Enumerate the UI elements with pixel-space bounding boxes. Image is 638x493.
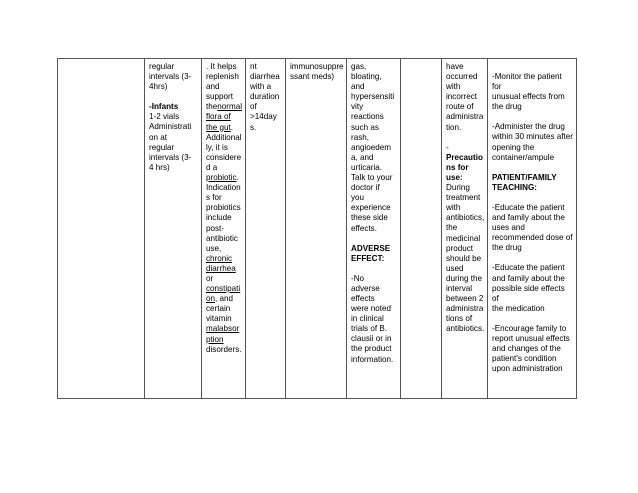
precautions-text-b: During treatment with antibiotics, the medicinal product should be used during the interval between 2 administra tions of antibiotics.: [446, 183, 485, 334]
precautions-dash: -: [446, 142, 449, 152]
mechanism-text-a: . It helps replenish and support the: [206, 62, 239, 112]
link-probiotic[interactable]: probiotic: [206, 173, 237, 183]
contraindication-text: immunosuppre ssant meds): [290, 62, 344, 82]
link-normal-flora[interactable]: normal flora of the gut: [206, 102, 243, 132]
cell-side-effects: [347, 59, 401, 399]
infants-label: -Infants: [149, 102, 179, 112]
cell-precautions: [442, 59, 488, 399]
patient-family-teaching-heading: PATIENT/FAMILY TEACHING:: [492, 172, 557, 192]
cell-nursing-responsibilities: [488, 59, 577, 399]
dosage-regular-text: regular intervals (3- 4hrs): [149, 62, 192, 92]
drug-study-table: [57, 58, 577, 399]
side-effects-text: gas, bloating, and hypersensiti vity reactions such as rash, angioedem a, and urticaria. Talk to your doctor if you experience these side effects.: [351, 62, 395, 233]
indication-text: nt diarrhea with a duration of >14day s.: [250, 62, 280, 132]
adverse-effect-heading: ADVERSE EFFECT:: [351, 243, 391, 263]
teaching-side-effects-text: -Educate the patient and family about the possible side effects of the medication: [492, 263, 565, 313]
mechanism-text-g: or: [206, 273, 214, 283]
mechanism-text-c: . Additional ly, it is considere d a: [206, 122, 242, 172]
cell-mechanism: [202, 59, 246, 399]
nursing-monitor-text: -Monitor the patient for unusual effects from the drug: [492, 72, 565, 112]
infants-dosage-text: 1-2 vials Administrati on at regular intervals (3- 4 hrs): [149, 112, 192, 172]
cell-blank-7: [401, 59, 442, 399]
mechanism-text-i: , and certain vitamin: [206, 294, 234, 324]
link-malabsorption[interactable]: malabsor ption: [206, 324, 240, 344]
teaching-uses-text: -Educate the patient and family about the uses and recommended dose of the drug: [492, 202, 573, 253]
cell-blank-1: [58, 59, 145, 399]
cell-contraindication: [286, 59, 347, 399]
link-constipation[interactable]: constipati on: [206, 284, 241, 304]
link-chronic-diarrhea[interactable]: chronic diarrhea: [206, 253, 236, 273]
cell-dosage: [145, 59, 202, 399]
mechanism-text-e: . Indication s for probiotics include post- antibiotic use,: [206, 173, 241, 253]
nursing-administer-text: -Administer the drug within 30 minutes after opening the container/ampule: [492, 122, 573, 162]
precautions-heading: Precautio ns for use:: [446, 152, 483, 182]
table-row: [58, 59, 577, 399]
cell-indication: [246, 59, 286, 399]
precautions-text-a: have occurred with incorrect route of administra tion.: [446, 62, 484, 132]
adverse-effect-text: -No adverse effects were noted in clinical trials of B. clausii or in the product information.: [351, 273, 394, 364]
teaching-report-text: -Encourage family to report unusual effects and changes of the patient's condition upon administration: [492, 323, 570, 374]
mechanism-text-k: disorders.: [206, 344, 242, 354]
